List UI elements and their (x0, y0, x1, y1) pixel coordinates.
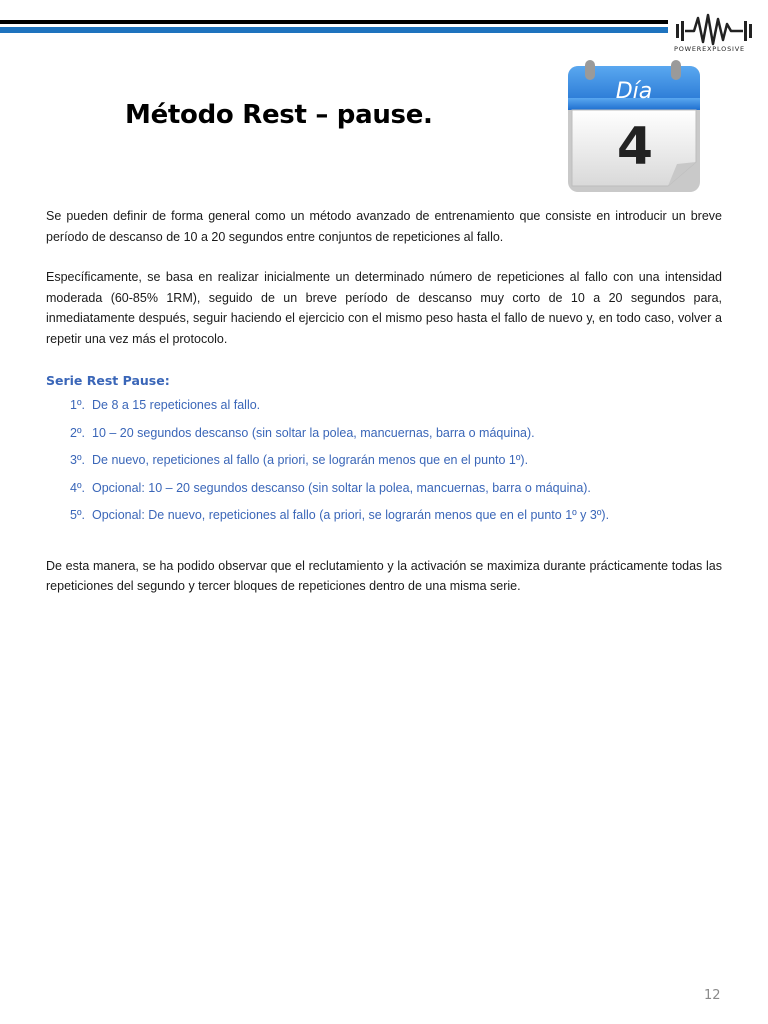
header-rule (0, 20, 668, 33)
calendar-icon (565, 58, 703, 194)
main-content (46, 206, 722, 617)
page-number: 12 (704, 988, 721, 1003)
step-number: 2º. (70, 425, 85, 440)
step-number: 3º. (70, 453, 85, 467)
section-title: Serie Rest Pause: (46, 373, 170, 388)
calendar-label: Día (615, 79, 653, 104)
step-text: 10 – 20 segundos descanso (sin soltar la polea, mancuernas, barra o máquina). (92, 425, 535, 440)
list-item (70, 392, 722, 420)
step-text: Opcional: De nuevo, repeticiones al fallo (a priori, se lograrán menos que en el punto 1º y 3º). (92, 508, 610, 522)
list-item (70, 447, 722, 475)
step-text: De 8 a 15 repeticiones al fallo. (92, 398, 261, 412)
step-text: De nuevo, repeticiones al fallo (a priori, se lograrán menos que en el punto 1º). (92, 453, 529, 467)
list-item (70, 420, 722, 448)
calendar-day: 4 (616, 117, 654, 177)
list-item (70, 475, 722, 503)
detail-paragraph: Específicamente, se basa en realizar inicialmente un determinado número de repeticiones al fallo con una intensidad moderada (60-85% 1RM), seguido de un breve período de descanso muy corto de 10 a 20 segundos para, inmediatamente después, seguir haciendo el ejercicio con el mismo peso hasta el fallo de nuevo y, en todo caso, volver a repetir una vez más el protocolo. (46, 270, 722, 346)
intro-paragraph: Se pueden definir de forma general como un método avanzado de entrenamiento que consiste en introducir un breve período de descanso de 10 a 20 segundos entre conjuntos de repeticiones al fallo. (46, 209, 722, 244)
step-text: Opcional: 10 – 20 segundos descanso (sin soltar la polea, mancuernas, barra o máquina). (92, 480, 591, 495)
page-title: Método Rest – pause. (125, 100, 433, 130)
closing-paragraph: De esta manera, se ha podido observar que el reclutamiento y la activación se maximiza durante prácticamente todas las repeticiones del segundo y tercer bloques de repeticiones dentro de una misma serie. (46, 558, 722, 593)
list-item (70, 502, 722, 530)
logo-text: POWEREXPLOSIVE (674, 45, 745, 53)
step-number: 1º. (70, 398, 85, 412)
header-line-blue (0, 27, 668, 33)
steps-list (46, 392, 722, 530)
step-number: 4º. (70, 480, 85, 495)
step-number: 5º. (70, 508, 85, 522)
